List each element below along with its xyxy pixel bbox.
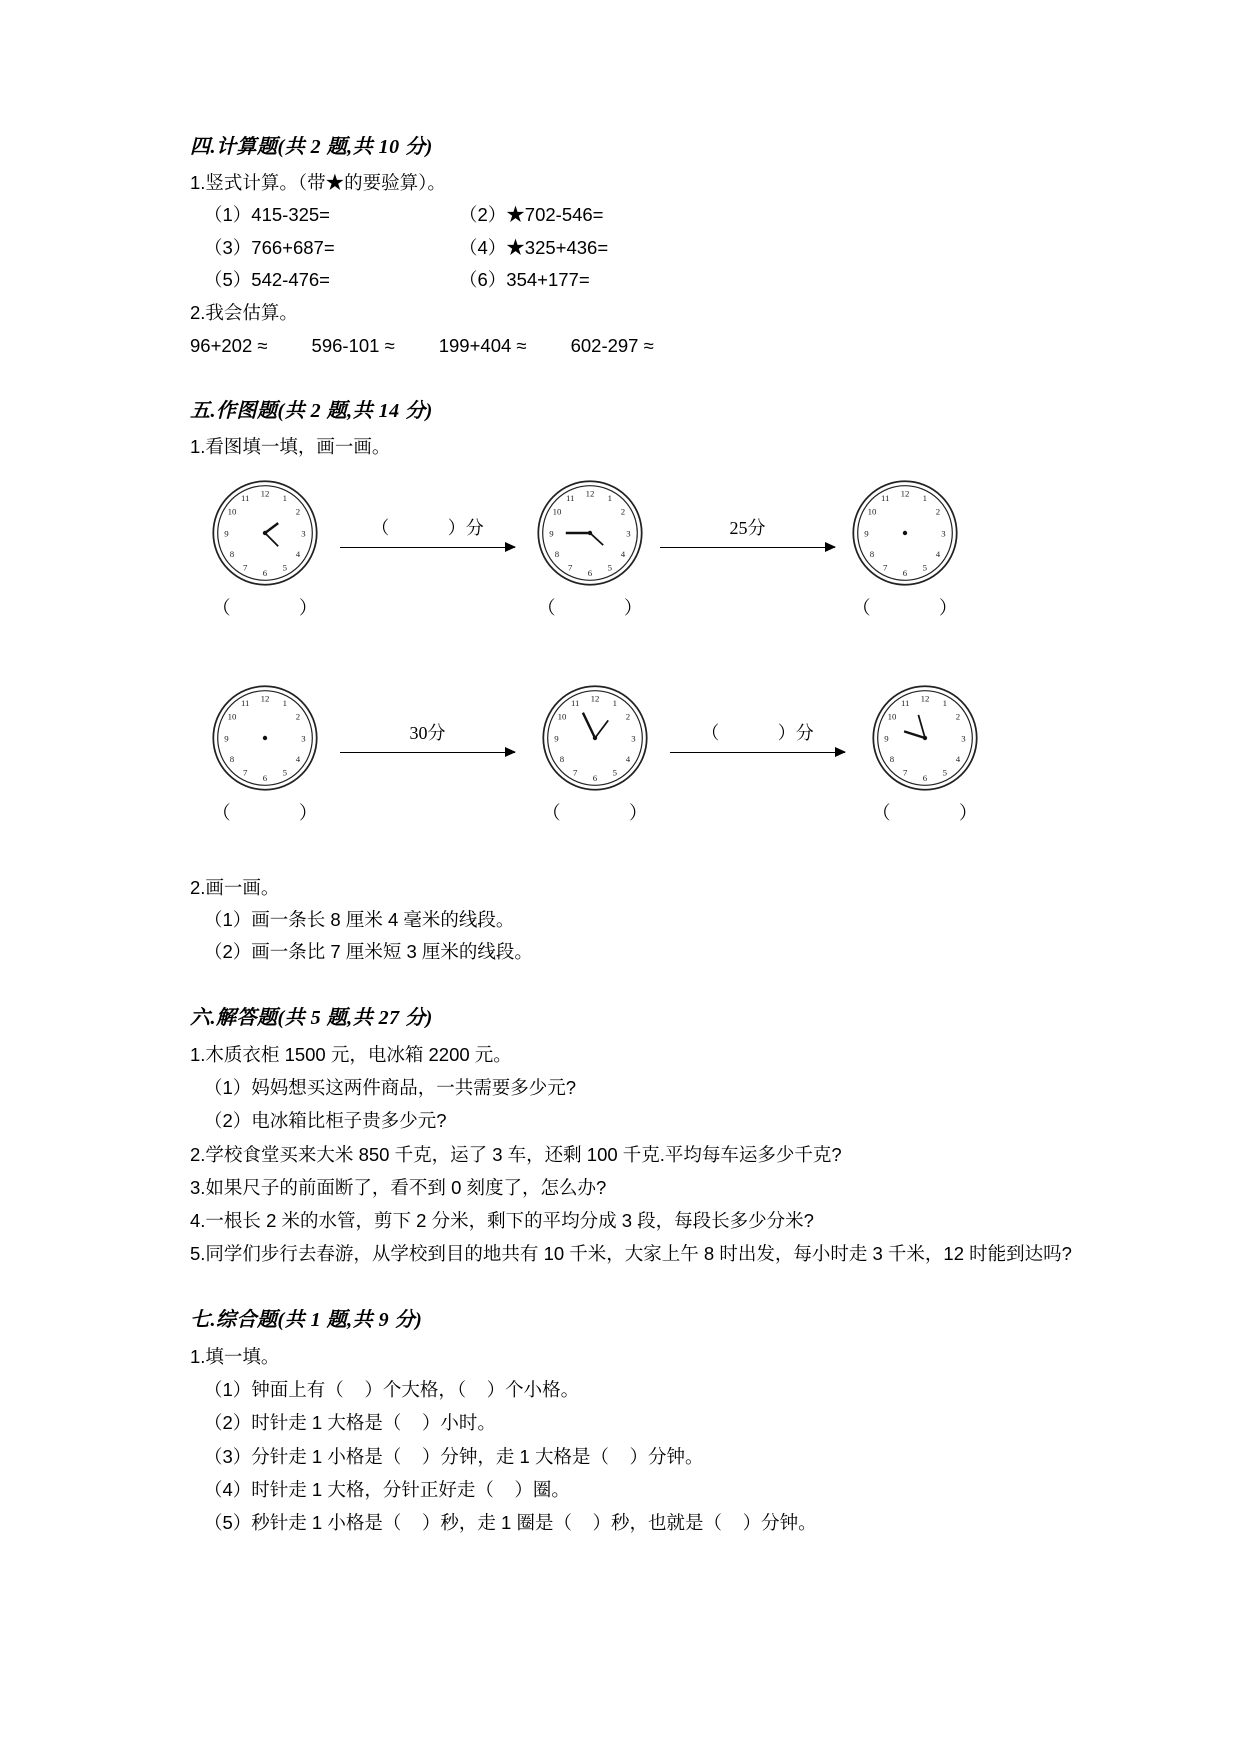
arrow-line bbox=[670, 747, 845, 759]
svg-text:5: 5 bbox=[612, 766, 618, 777]
clock-face bbox=[210, 683, 320, 825]
question-text: 2.画一画。 bbox=[190, 876, 280, 898]
transition-arrow bbox=[340, 514, 515, 554]
section-comprehensive bbox=[190, 1303, 1091, 1540]
clock-unit bbox=[540, 683, 650, 825]
svg-text:6: 6 bbox=[262, 567, 268, 578]
question-text: （1）妈妈想买这两件商品，一共需要多少元? bbox=[204, 1076, 577, 1098]
svg-text:7: 7 bbox=[902, 766, 908, 777]
svg-text:9: 9 bbox=[549, 527, 554, 538]
section-word-problems bbox=[190, 1001, 1091, 1271]
svg-text:10: 10 bbox=[552, 505, 562, 516]
svg-text:8: 8 bbox=[889, 753, 895, 764]
question-text: 1.填一填。 bbox=[190, 1345, 280, 1367]
clock-caption: （ ） bbox=[212, 596, 318, 618]
arrow-label: 30分 bbox=[409, 722, 446, 743]
svg-text:10: 10 bbox=[867, 505, 877, 516]
calc-item: （2）★702-546= bbox=[459, 204, 604, 226]
estimate-item: 96+202 ≈ bbox=[190, 334, 268, 356]
svg-text:1: 1 bbox=[607, 492, 613, 503]
arrow-line bbox=[340, 747, 515, 759]
clock-row-2 bbox=[190, 683, 1091, 858]
clock-caption: （ ） bbox=[872, 801, 978, 823]
svg-text:1: 1 bbox=[282, 697, 288, 708]
svg-text:8: 8 bbox=[229, 753, 235, 764]
svg-text:6: 6 bbox=[592, 772, 598, 783]
calc-item: （6）354+177= bbox=[459, 269, 590, 291]
svg-text:11: 11 bbox=[900, 697, 910, 708]
svg-text:7: 7 bbox=[882, 561, 888, 572]
svg-text:1: 1 bbox=[922, 492, 928, 503]
svg-text:3: 3 bbox=[941, 527, 946, 538]
svg-text:12: 12 bbox=[260, 488, 270, 499]
svg-text:11: 11 bbox=[880, 492, 890, 503]
calc-row bbox=[190, 232, 1091, 264]
question-text: 5.同学们步行去春游，从学校到目的地共有 10 千米，大家上午 8 时出发，每小时走 3 千米，12 时能到达吗? bbox=[190, 1243, 1072, 1265]
svg-text:8: 8 bbox=[554, 548, 560, 559]
calc-item: （5）542-476= bbox=[204, 269, 330, 291]
svg-text:10: 10 bbox=[227, 710, 237, 721]
clock-caption: （ ） bbox=[852, 596, 958, 618]
svg-text:9: 9 bbox=[884, 732, 889, 743]
svg-text:5: 5 bbox=[282, 561, 288, 572]
arrow-label: （ ）分 bbox=[701, 722, 814, 743]
clock-face bbox=[535, 478, 645, 620]
svg-text:7: 7 bbox=[567, 561, 573, 572]
svg-text:8: 8 bbox=[869, 548, 875, 559]
arrow-label: （ ）分 bbox=[371, 517, 484, 538]
calc-item: （4）★325+436= bbox=[459, 236, 609, 258]
question-text: 4.一根长 2 米的水管，剪下 2 分米，剩下的平均分成 3 段，每段长多少分米? bbox=[190, 1210, 814, 1232]
clock-face bbox=[210, 478, 320, 620]
svg-text:11: 11 bbox=[570, 697, 580, 708]
question-text: 1.看图填一填，画一画。 bbox=[190, 436, 391, 458]
question-text: （3）分针走 1 小格是（ ）分钟，走 1 大格是（ ）分钟。 bbox=[204, 1445, 704, 1467]
svg-text:12: 12 bbox=[260, 693, 270, 704]
svg-text:9: 9 bbox=[224, 732, 229, 743]
svg-text:5: 5 bbox=[942, 766, 948, 777]
section-title: 六.解答题(共 5 题,共 27 分) bbox=[190, 1006, 433, 1029]
clock-face bbox=[870, 683, 980, 825]
question-text: 3.如果尺子的前面断了，看不到 0 刻度了，怎么办? bbox=[190, 1176, 607, 1198]
svg-text:3: 3 bbox=[301, 732, 306, 743]
svg-text:6: 6 bbox=[587, 567, 593, 578]
estimate-item: 199+404 ≈ bbox=[438, 334, 527, 356]
svg-text:2: 2 bbox=[620, 505, 626, 516]
clock-row-1 bbox=[190, 478, 1091, 653]
clock-icon bbox=[540, 683, 650, 793]
estimate-item: 602-297 ≈ bbox=[570, 334, 654, 356]
section-calculation bbox=[190, 130, 1091, 362]
svg-text:4: 4 bbox=[295, 753, 301, 764]
svg-text:2: 2 bbox=[935, 505, 941, 516]
calc-item: （1）415-325= bbox=[204, 204, 330, 226]
svg-text:4: 4 bbox=[955, 753, 961, 764]
svg-text:9: 9 bbox=[554, 732, 559, 743]
svg-text:6: 6 bbox=[902, 567, 908, 578]
clock-icon bbox=[870, 683, 980, 793]
svg-text:1: 1 bbox=[282, 492, 288, 503]
svg-text:9: 9 bbox=[224, 527, 229, 538]
estimate-row bbox=[190, 329, 1091, 362]
clock-unit bbox=[870, 683, 980, 825]
svg-text:5: 5 bbox=[282, 766, 288, 777]
clock-unit bbox=[850, 478, 960, 620]
svg-text:1: 1 bbox=[942, 697, 948, 708]
transition-arrow bbox=[340, 719, 515, 759]
svg-text:1: 1 bbox=[612, 697, 618, 708]
svg-text:10: 10 bbox=[887, 710, 897, 721]
svg-text:12: 12 bbox=[900, 488, 910, 499]
svg-text:11: 11 bbox=[240, 697, 250, 708]
svg-text:2: 2 bbox=[955, 710, 961, 721]
question-text: （4）时针走 1 大格，分针正好走（ ）圈。 bbox=[204, 1478, 570, 1500]
question-text: 2.学校食堂买来大米 850 千克，运了 3 车，还剩 100 千克.平均每车运多少千克? bbox=[190, 1143, 842, 1165]
svg-text:4: 4 bbox=[295, 548, 301, 559]
clock-face bbox=[850, 478, 960, 620]
transition-arrow bbox=[660, 514, 835, 554]
svg-text:12: 12 bbox=[920, 693, 930, 704]
clock-icon bbox=[210, 683, 320, 793]
clock-caption: （ ） bbox=[542, 801, 648, 823]
svg-text:10: 10 bbox=[557, 710, 567, 721]
section-drawing bbox=[190, 394, 1091, 969]
svg-text:5: 5 bbox=[607, 561, 613, 572]
clock-icon bbox=[210, 478, 320, 588]
clock-caption: （ ） bbox=[537, 596, 643, 618]
svg-text:5: 5 bbox=[922, 561, 928, 572]
svg-text:7: 7 bbox=[572, 766, 578, 777]
estimate-item: 596-101 ≈ bbox=[311, 334, 395, 356]
clock-face bbox=[540, 683, 650, 825]
svg-text:4: 4 bbox=[935, 548, 941, 559]
transition-arrow bbox=[670, 719, 845, 759]
question-text: （2）画一条比 7 厘米短 3 厘米的线段。 bbox=[204, 941, 533, 963]
svg-text:3: 3 bbox=[626, 527, 631, 538]
clock-icon bbox=[535, 478, 645, 588]
svg-text:9: 9 bbox=[864, 527, 869, 538]
clock-unit bbox=[210, 683, 320, 825]
calc-row bbox=[190, 199, 1091, 231]
arrow-label: 25分 bbox=[729, 517, 766, 538]
section-title: 四.计算题(共 2 题,共 10 分) bbox=[190, 136, 433, 158]
question-text: （5）秒针走 1 小格是（ ）秒，走 1 圈是（ ）秒，也就是（ ）分钟。 bbox=[204, 1512, 817, 1534]
arrow-line bbox=[340, 542, 515, 554]
arrow-line bbox=[660, 542, 835, 554]
svg-text:2: 2 bbox=[295, 505, 301, 516]
question-text: 2.我会估算。 bbox=[190, 301, 298, 323]
svg-text:3: 3 bbox=[961, 732, 966, 743]
question-text: 1.竖式计算。（带★的要验算）。 bbox=[190, 172, 446, 193]
section-title: 五.作图题(共 2 题,共 14 分) bbox=[190, 400, 433, 423]
svg-text:8: 8 bbox=[559, 753, 565, 764]
question-text: （1）画一条长 8 厘米 4 毫米的线段。 bbox=[204, 908, 515, 930]
section-title: 七.综合题(共 1 题,共 9 分) bbox=[190, 1308, 423, 1331]
svg-text:6: 6 bbox=[922, 772, 928, 783]
svg-text:12: 12 bbox=[585, 488, 595, 499]
question-text: （2）电冰箱比柜子贵多少元? bbox=[204, 1110, 447, 1132]
clock-unit bbox=[210, 478, 320, 620]
svg-text:2: 2 bbox=[625, 710, 631, 721]
svg-text:7: 7 bbox=[242, 561, 248, 572]
svg-text:10: 10 bbox=[227, 505, 237, 516]
svg-text:7: 7 bbox=[242, 766, 248, 777]
svg-text:3: 3 bbox=[631, 732, 636, 743]
calc-row bbox=[190, 264, 1091, 296]
svg-text:12: 12 bbox=[590, 693, 600, 704]
svg-text:4: 4 bbox=[625, 753, 631, 764]
question-text: （1）钟面上有（ ）个大格，（ ）个小格。 bbox=[204, 1379, 580, 1401]
clock-caption: （ ） bbox=[212, 801, 318, 823]
calc-item: （3）766+687= bbox=[204, 236, 335, 258]
svg-text:4: 4 bbox=[620, 548, 626, 559]
svg-text:11: 11 bbox=[565, 492, 575, 503]
question-text: （2）时针走 1 大格是（ ）小时。 bbox=[204, 1412, 496, 1434]
svg-text:2: 2 bbox=[295, 710, 301, 721]
clock-unit bbox=[535, 478, 645, 620]
clock-icon bbox=[850, 478, 960, 588]
svg-text:11: 11 bbox=[240, 492, 250, 503]
svg-text:8: 8 bbox=[229, 548, 235, 559]
svg-text:6: 6 bbox=[262, 772, 268, 783]
svg-text:3: 3 bbox=[301, 527, 306, 538]
question-text: 1.木质衣柜 1500 元，电冰箱 2200 元。 bbox=[190, 1043, 512, 1065]
